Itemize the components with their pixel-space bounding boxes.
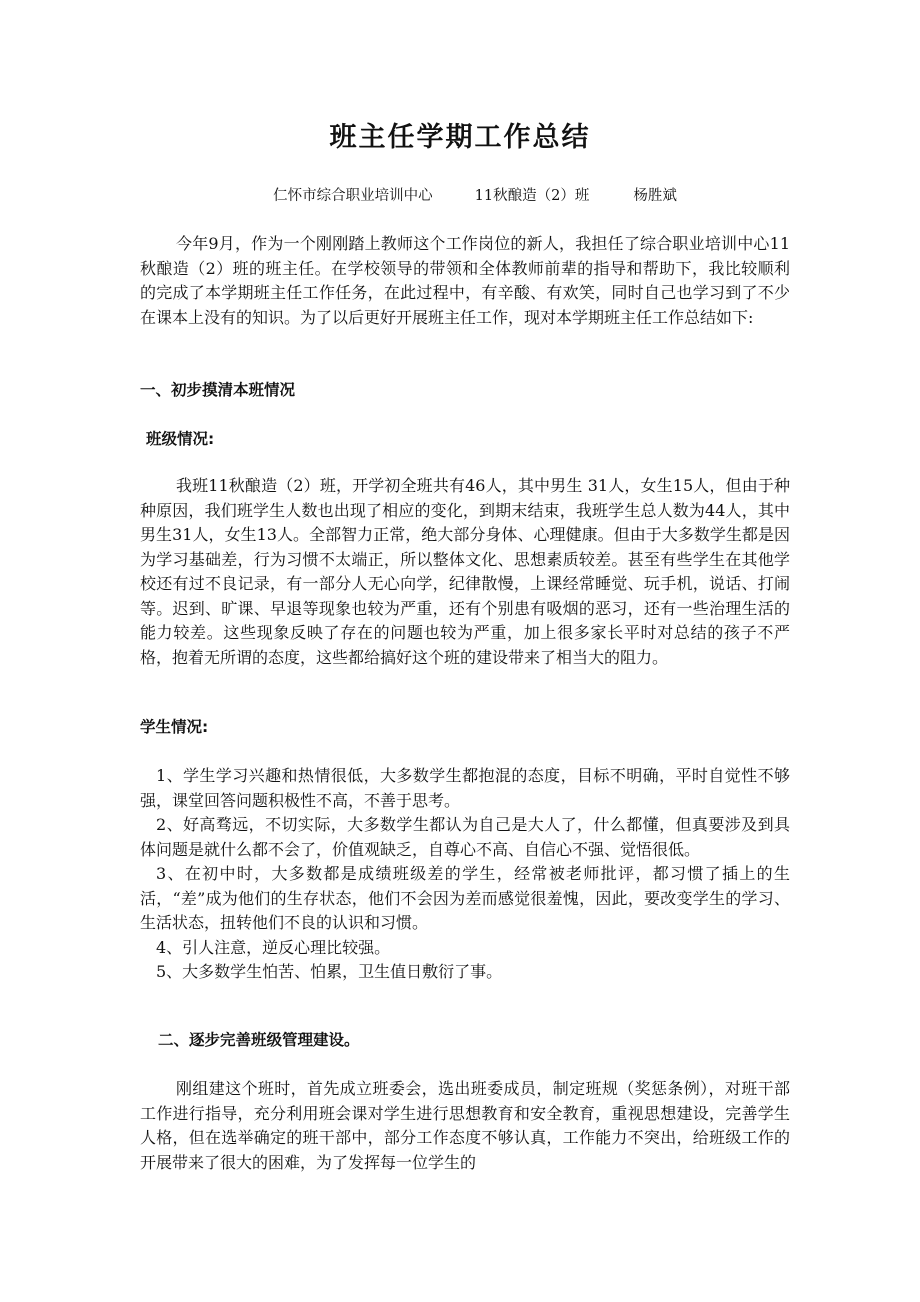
byline xyxy=(0,184,920,208)
list-item: 2、好高骛远，不切实际，大多数学生都认为自己是大人了，什么都懂，但真要涉及到具体问题是就什么都不会了，价值观缺乏，自尊心不高、自信心不强、觉悟很低。 xyxy=(140,815,790,859)
class-situation-paragraph: 我班11秋酿造（2）班，开学初全班共有46人，其中男生 31人，女生15人，但由于种种原因，我们班学生人数也出现了相应的变化，到期末结束，我班学生总人数为44人，其中男生31人，女生13人。全部智力正常，绝大部分身体、心理健康。但由于大多数学生都是因为学习基础差，行为习惯不太端正，所以整体文化、思想素质较差。甚至有些学生在其他学校还有过不良记录，有一部分人无心向学，纪律散慢，上课经常睡觉、玩手机，说话、打闹等。迟到、旷课、早退等现象也较为严重，还有个别患有吸烟的恶习，还有一些治理生活的能力较差。这些现象反映了存在的问题也较为严重，加上很多家长平时对总结的孩子不严格，抱着无所谓的态度，这些都给搞好这个班的建设带来了相当大的阻力。 xyxy=(140,476,790,667)
class-situation-heading: 班级情况: xyxy=(146,430,215,448)
byline-author: 杨胜斌 xyxy=(633,188,677,204)
byline-school: 仁怀市综合职业培训中心 xyxy=(273,188,433,204)
list-item: 5、大多数学生怕苦、怕累，卫生值日敷衍了事。 xyxy=(156,962,503,981)
document-title: 班主任学期工作总结 xyxy=(329,122,591,153)
byline-class: 11秋酿造（2）班 xyxy=(474,188,590,204)
section2-paragraph: 刚组建这个班时，首先成立班委会，选出班委成员，制定班规（奖惩条例），对班干部工作进行指导，充分利用班会课对学生进行思想教育和安全教育，重视思想建设，完善学生人格，但在选举确定的班干部中，部分工作态度不够认真，工作能力不突出，给班级工作的开展带来了很大的困难，为了发挥每一位学生的 xyxy=(140,1079,790,1172)
student-situation-heading: 学生情况: xyxy=(140,718,209,736)
student-situation-list xyxy=(140,764,790,985)
intro-paragraph: 今年9月，作为一个刚刚踏上教师这个工作岗位的新人，我担任了综合职业培训中心11秋酿造（2）班的班主任。在学校领导的带领和全体教师前辈的指导和帮助下，我比较顺利的完成了本学期班主任工作任务，在此过程中，有辛酸、有欢笑，同时自己也学习到了不少在课本上没有的知识。为了以后更好开展班主任工作，现对本学期班主任工作总结如下: xyxy=(140,234,790,327)
list-item: 3、在初中时，大多数都是成绩班级差的学生，经常被老师批评，都习惯了插上的生活，“差”成为他们的生存状态，他们不会因为差而感觉很羞愧，因此，要改变学生的学习、生活状态，扭转他们不良的认识和习惯。 xyxy=(140,864,790,932)
section2-heading: 二、逐步完善班级管理建设。 xyxy=(158,1031,360,1049)
section1-heading: 一、初步摸清本班情况 xyxy=(140,381,296,399)
list-item: 4、引人注意，逆反心理比较强。 xyxy=(156,937,391,957)
list-item: 1、学生学习兴趣和热情很低，大多数学生都抱混的态度，目标不明确，平时自觉性不够强，课堂回答问题积极性不高，不善于思考。 xyxy=(140,766,790,810)
